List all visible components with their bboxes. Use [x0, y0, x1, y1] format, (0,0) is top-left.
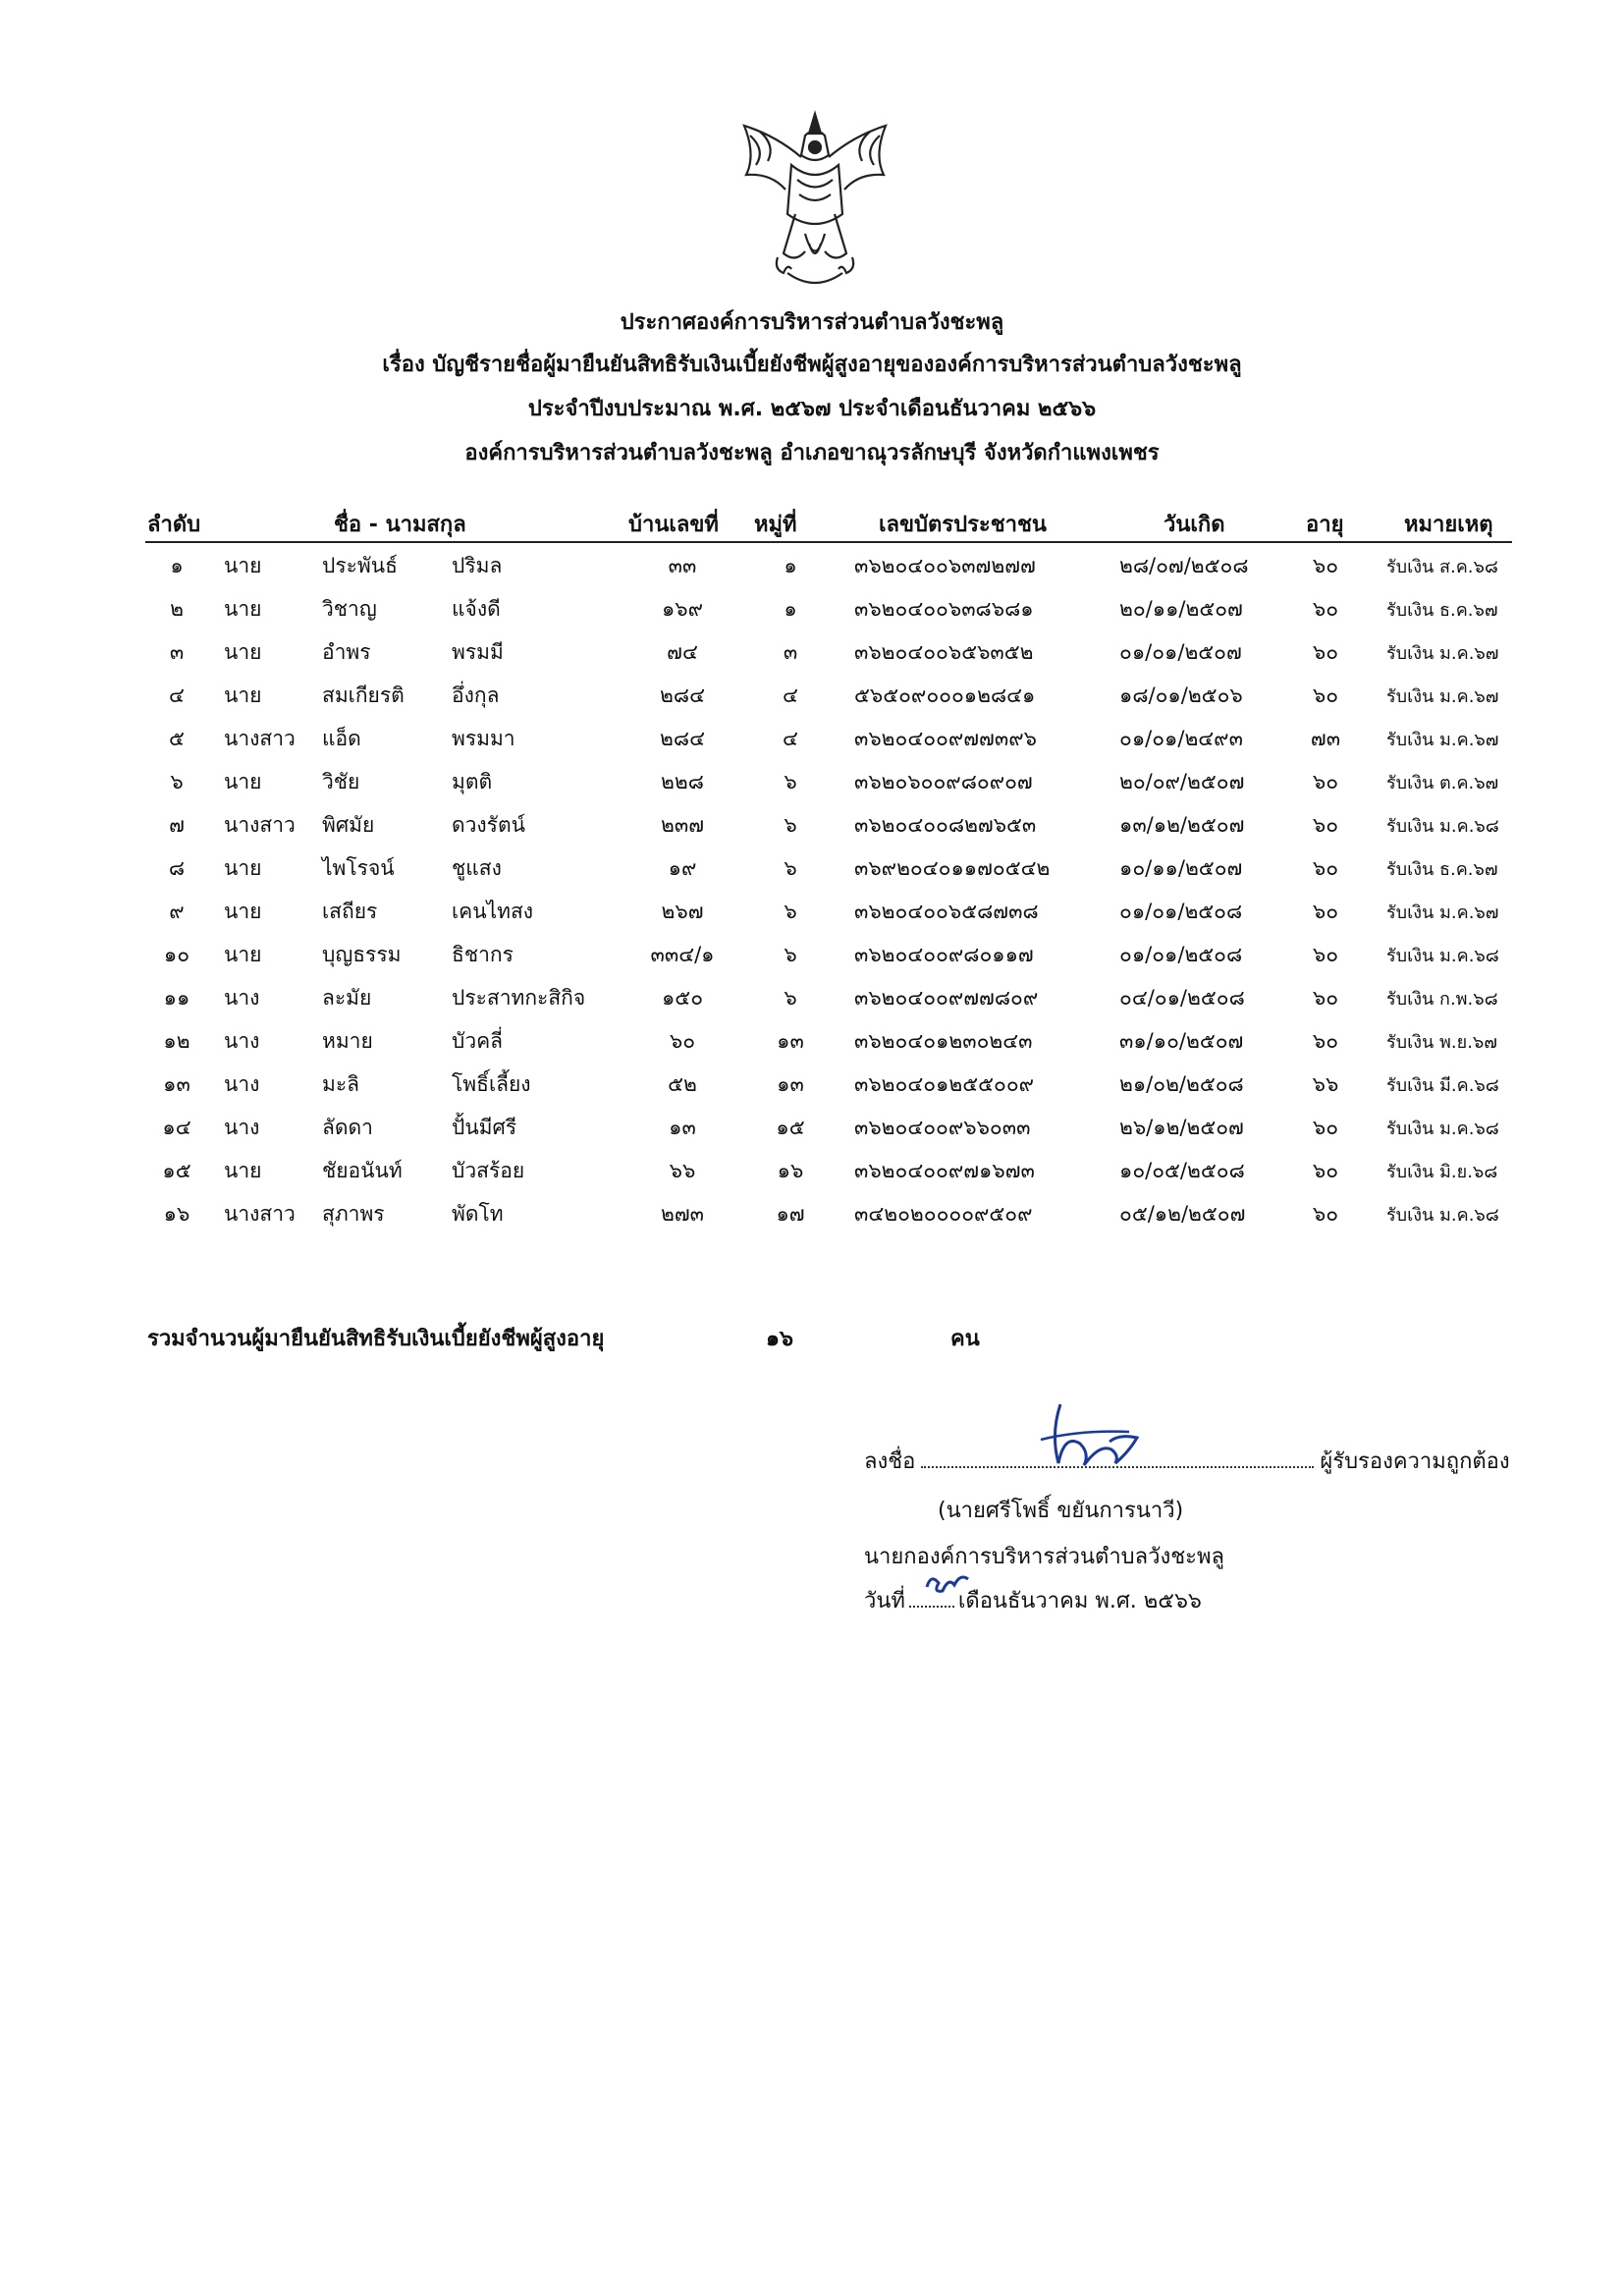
row-birth-date: ๐๕/๑๒/๒๕๐๗ [1119, 1202, 1246, 1226]
row-number: ๑๐ [163, 943, 190, 966]
row-address: ๓๓ [668, 554, 697, 577]
row-birth-date: ๑๐/๑๑/๒๕๐๗ [1119, 856, 1243, 880]
row-remark: รับเงิน ธ.ค.๖๗ [1386, 600, 1498, 621]
row-address: ๒๘๔ [660, 683, 705, 707]
row-number: ๕ [169, 727, 185, 750]
row-moo: ๑ [784, 597, 797, 621]
row-age: ๖๐ [1312, 900, 1339, 923]
row-citizen-id: ๓๖๒๐๔๐๐๙๗๗๘๐๙ [854, 986, 1039, 1010]
row-citizen-id: ๓๖๒๐๔๐๐๙๗๗๓๙๖ [854, 727, 1037, 750]
row-first-name: ชัยอนันท์ [322, 1159, 403, 1182]
signature-date [864, 1583, 1202, 1617]
row-remark: รับเงิน ม.ค.๖๘ [1386, 946, 1499, 966]
row-remark: รับเงิน ม.ค.๖๘ [1386, 1119, 1499, 1139]
row-address: ๓๓๔/๑ [650, 943, 715, 966]
row-age: ๖๐ [1312, 1159, 1339, 1182]
row-title: นาง [224, 1072, 260, 1096]
row-age: ๖๐ [1312, 986, 1339, 1010]
row-citizen-id: ๓๖๒๐๔๐๑๒๕๕๐๐๙ [854, 1072, 1035, 1096]
col-id: เลขบัตรประชาชน [879, 513, 1047, 537]
row-last-name: โพธิ์เลี้ยง [452, 1072, 531, 1096]
row-age: ๖๐ [1312, 554, 1339, 577]
row-address: ๖๐ [669, 1029, 696, 1053]
fiscal-year-line: ประจำปีงบประมาณ พ.ศ. ๒๕๖๗ ประจำเดือนธันวาคม ๒๕๖๖ [527, 397, 1097, 421]
row-age: ๖๐ [1312, 856, 1339, 880]
row-number: ๔ [169, 683, 185, 707]
row-address: ๗๔ [667, 640, 698, 664]
row-remark: รับเงิน ม.ค.๖๗ [1386, 902, 1499, 923]
row-last-name: บัวคลี่ [452, 1029, 504, 1053]
row-citizen-id: ๓๖๒๐๔๐๑๒๓๐๒๔๓ [854, 1029, 1033, 1053]
row-number: ๑๔ [162, 1116, 191, 1139]
table-row [0, 593, 1624, 632]
row-birth-date: ๓๑/๑๐/๒๕๐๗ [1119, 1029, 1244, 1053]
row-last-name: พรมมี [452, 640, 504, 664]
row-first-name: วิชัย [322, 770, 360, 793]
row-title: นาย [224, 943, 262, 966]
row-citizen-id: ๓๖๒๐๔๐๐๖๕๖๓๕๒ [854, 640, 1034, 664]
col-moo: หมู่ที่ [754, 513, 797, 537]
row-birth-date: ๒๐/๐๙/๒๕๐๗ [1119, 770, 1245, 793]
row-address: ๒๗๓ [661, 1202, 704, 1226]
row-citizen-id: ๓๖๒๐๔๐๐๙๖๖๐๓๓ [854, 1116, 1031, 1139]
row-address: ๑๖๙ [661, 597, 704, 621]
table-row [0, 1112, 1624, 1151]
subject-line: เรื่อง บัญชีรายชื่อผู้มายืนยันสิทธิรับเงินเบี้ยยังชีพผู้สูงอายุขององค์การบริหารส่วนตำบลวังชะพลู [382, 353, 1242, 377]
row-age: ๖๐ [1312, 640, 1339, 664]
row-first-name: เสถียร [322, 900, 378, 923]
row-remark: รับเงิน ม.ค.๖๘ [1386, 1205, 1499, 1226]
row-first-name: แอ็ด [322, 727, 361, 750]
col-no: ลำดับ [147, 513, 201, 537]
row-citizen-id: ๓๖๒๐๖๐๐๙๘๐๙๐๗ [854, 770, 1033, 793]
row-first-name: ไพโรจน์ [322, 856, 395, 880]
row-address: ๑๓ [669, 1116, 696, 1139]
row-last-name: แจ้งดี [452, 597, 501, 621]
table-row [0, 723, 1624, 762]
row-first-name: บุญธรรม [322, 943, 402, 966]
date-dots [909, 1588, 954, 1608]
row-remark: รับเงิน ม.ค.๖๗ [1386, 730, 1499, 750]
row-title: นาย [224, 770, 262, 793]
row-moo: ๖ [784, 986, 797, 1010]
table-header [0, 503, 1624, 538]
total-unit: คน [950, 1327, 980, 1351]
signer-name: (นายศรีโพธิ์ ขยันการนาวี) [938, 1499, 1184, 1523]
row-moo: ๖ [784, 900, 797, 923]
row-title: นาย [224, 597, 262, 621]
row-remark: รับเงิน ส.ค.๖๘ [1386, 557, 1498, 577]
row-title: นางสาว [224, 727, 296, 750]
table-row [0, 1068, 1624, 1108]
row-title: นาย [224, 640, 262, 664]
row-title: นาย [224, 856, 262, 880]
date-prefix: วันที่ [864, 1589, 905, 1613]
row-age: ๖๐ [1312, 1116, 1339, 1139]
row-citizen-id: ๓๖๒๐๔๐๐๙๘๐๑๑๗ [854, 943, 1034, 966]
row-address: ๖๖ [669, 1159, 696, 1182]
row-age: ๗๓ [1310, 727, 1341, 750]
row-first-name: ประพันธ์ [322, 554, 398, 577]
table-row [0, 1155, 1624, 1194]
row-citizen-id: ๓๔๒๐๒๐๐๐๐๙๕๐๙ [854, 1202, 1033, 1226]
announcement-title: ประกาศองค์การบริหารส่วนตำบลวังชะพลู [620, 310, 1004, 335]
row-birth-date: ๒๖/๑๒/๒๕๐๗ [1119, 1116, 1244, 1139]
table-row [0, 1025, 1624, 1065]
row-address: ๒๘๔ [660, 727, 705, 750]
row-first-name: สมเกียรติ [322, 683, 405, 707]
row-age: ๖๐ [1312, 1029, 1339, 1053]
row-last-name: ดวงรัตน์ [452, 813, 525, 837]
row-moo: ๑ [784, 554, 797, 577]
row-last-name: ปั้นมีศรี [452, 1116, 517, 1139]
row-remark: รับเงิน ม.ค.๖๗ [1386, 686, 1499, 707]
row-moo: ๑๗ [776, 1202, 805, 1226]
row-moo: ๑๓ [777, 1072, 804, 1096]
date-suffix: เดือนธันวาคม พ.ศ. ๒๕๖๖ [957, 1589, 1202, 1613]
row-number: ๗ [169, 813, 185, 837]
row-last-name: มุตติ [452, 770, 493, 793]
row-birth-date: ๑๓/๑๒/๒๕๐๗ [1119, 813, 1245, 837]
row-remark: รับเงิน พ.ย.๖๗ [1386, 1032, 1497, 1053]
row-birth-date: ๑๐/๐๕/๒๕๐๘ [1119, 1159, 1245, 1182]
row-birth-date: ๑๘/๐๑/๒๕๐๖ [1119, 683, 1243, 707]
row-citizen-id: ๓๖๒๐๔๐๐๖๓๘๖๘๑ [854, 597, 1034, 621]
row-birth-date: ๐๑/๐๑/๒๕๐๘ [1119, 900, 1243, 923]
row-birth-date: ๐๔/๐๑/๒๕๐๘ [1119, 986, 1245, 1010]
sign-label: ลงชื่อ [864, 1449, 916, 1474]
row-address: ๒๓๗ [661, 813, 704, 837]
row-moo: ๖ [784, 943, 797, 966]
table-row [0, 766, 1624, 805]
row-age: ๖๐ [1312, 770, 1339, 793]
row-citizen-id: ๓๖๒๐๔๐๐๖๓๗๒๗๗ [854, 554, 1036, 577]
row-birth-date: ๒๐/๑๑/๒๕๐๗ [1119, 597, 1243, 621]
row-number: ๑๓ [163, 1072, 190, 1096]
row-last-name: อึ่งกุล [452, 683, 500, 707]
row-number: ๙ [169, 900, 185, 923]
row-age: ๖๐ [1312, 597, 1339, 621]
row-number: ๒ [170, 597, 184, 621]
row-citizen-id: ๕๖๕๐๙๐๐๐๑๒๘๔๑ [854, 683, 1036, 707]
row-moo: ๔ [783, 683, 798, 707]
row-moo: ๖ [784, 813, 797, 837]
row-birth-date: ๒๘/๐๗/๒๕๐๘ [1119, 554, 1249, 577]
row-number: ๖ [170, 770, 184, 793]
row-last-name: ชูแสง [452, 856, 502, 880]
row-moo: ๖ [784, 770, 797, 793]
row-first-name: ละมัย [322, 986, 372, 1010]
total-summary [0, 1321, 1624, 1360]
row-age: ๖๐ [1312, 1202, 1339, 1226]
row-title: นาง [224, 1029, 260, 1053]
row-title: นาย [224, 683, 262, 707]
signature-dots [921, 1449, 1314, 1468]
row-last-name: ปริมล [452, 554, 503, 577]
row-first-name: พิศมัย [322, 813, 375, 837]
row-first-name: วิชาญ [322, 597, 377, 621]
row-citizen-id: ๓๖๒๐๔๐๐๖๕๘๗๓๘ [854, 900, 1039, 923]
table-row [0, 809, 1624, 848]
table-row [0, 550, 1624, 589]
row-citizen-id: ๓๖๙๒๐๔๐๑๑๗๐๕๔๒ [854, 856, 1051, 880]
row-number: ๓ [169, 640, 185, 664]
row-remark: รับเงิน ธ.ค.๖๗ [1386, 859, 1498, 880]
col-dob: วันเกิด [1164, 513, 1225, 537]
row-address: ๑๕๐ [661, 986, 704, 1010]
row-last-name: ประสาทกะสิกิจ [452, 986, 586, 1010]
row-moo: ๔ [783, 727, 798, 750]
row-age: ๖๐ [1312, 683, 1339, 707]
row-title: นาย [224, 554, 262, 577]
col-remark: หมายเหตุ [1404, 513, 1493, 537]
signer-position: นายกองค์การบริหารส่วนตำบลวังชะพลู [864, 1545, 1224, 1569]
row-first-name: หมาย [322, 1029, 373, 1053]
row-last-name: พัดโท [452, 1202, 504, 1226]
row-number: ๑๒ [163, 1029, 190, 1053]
signature-line [864, 1444, 1510, 1478]
col-age: อายุ [1306, 513, 1344, 537]
row-last-name: บัวสร้อย [452, 1159, 525, 1182]
row-first-name: สุภาพร [322, 1202, 385, 1226]
row-first-name: มะลิ [322, 1072, 359, 1096]
row-moo: ๑๖ [777, 1159, 804, 1182]
certifier-role: ผู้รับรองความถูกต้อง [1320, 1449, 1510, 1474]
row-number: ๑ [170, 554, 184, 577]
total-count: ๑๖ [766, 1327, 793, 1351]
row-citizen-id: ๓๖๒๐๔๐๐๙๗๑๖๗๓ [854, 1159, 1035, 1182]
row-moo: ๑๕ [776, 1116, 805, 1139]
row-moo: ๓ [783, 640, 798, 664]
table-row [0, 982, 1624, 1021]
row-title: นาง [224, 1116, 260, 1139]
row-address: ๒๒๘ [661, 770, 704, 793]
row-moo: ๖ [784, 856, 797, 880]
table-row [0, 896, 1624, 935]
row-remark: รับเงิน มิ.ย.๖๘ [1386, 1162, 1498, 1182]
row-age: ๖๖ [1312, 1072, 1339, 1096]
row-last-name: ธิชากร [452, 943, 514, 966]
row-first-name: ลัดดา [322, 1116, 373, 1139]
row-age: ๖๐ [1312, 943, 1339, 966]
row-first-name: อำพร [322, 640, 371, 664]
row-last-name: เคนไทสง [452, 900, 534, 923]
table-row [0, 636, 1624, 676]
row-address: ๒๖๗ [661, 900, 704, 923]
row-remark: รับเงิน ก.พ.๖๘ [1386, 989, 1498, 1010]
total-label: รวมจำนวนผู้มายืนยันสิทธิรับเงินเบี้ยยังชีพผู้สูงอายุ [147, 1327, 605, 1351]
organization-line: องค์การบริหารส่วนตำบลวังชะพลู อำเภอขาณุวรลักษบุรี จังหวัดกำแพงเพชร [464, 441, 1160, 465]
garuda-emblem-icon [727, 96, 903, 302]
row-remark: รับเงิน ม.ค.๖๗ [1386, 643, 1499, 664]
row-number: ๑๑ [163, 986, 190, 1010]
row-birth-date: ๐๑/๐๑/๒๕๐๗ [1119, 640, 1242, 664]
row-title: นางสาว [224, 1202, 296, 1226]
row-number: ๑๕ [162, 1159, 191, 1182]
row-moo: ๑๓ [777, 1029, 804, 1053]
row-remark: รับเงิน ต.ค.๖๗ [1386, 773, 1499, 793]
col-address: บ้านเลขที่ [628, 513, 719, 537]
row-citizen-id: ๓๖๒๐๔๐๐๘๒๗๖๕๓ [854, 813, 1037, 837]
row-number: ๑๖ [163, 1202, 190, 1226]
row-address: ๑๙ [668, 856, 697, 880]
table-row [0, 680, 1624, 719]
table-row [0, 939, 1624, 978]
row-number: ๘ [168, 856, 186, 880]
row-remark: รับเงิน ม.ค.๖๘ [1386, 816, 1499, 837]
header-rule [145, 541, 1512, 543]
row-birth-date: ๐๑/๐๑/๒๕๐๘ [1119, 943, 1243, 966]
row-birth-date: ๐๑/๐๑/๒๔๙๓ [1119, 727, 1243, 750]
row-age: ๖๐ [1312, 813, 1339, 837]
row-title: นาย [224, 900, 262, 923]
row-title: นาง [224, 986, 260, 1010]
row-address: ๕๒ [668, 1072, 697, 1096]
row-remark: รับเงิน มี.ค.๖๘ [1386, 1075, 1499, 1096]
row-last-name: พรมมา [452, 727, 515, 750]
row-title: นางสาว [224, 813, 296, 837]
col-name: ชื่อ - นามสกุล [334, 513, 466, 537]
row-birth-date: ๒๑/๐๒/๒๕๐๘ [1119, 1072, 1244, 1096]
row-title: นาย [224, 1159, 262, 1182]
table-row [0, 852, 1624, 892]
table-row [0, 1198, 1624, 1237]
